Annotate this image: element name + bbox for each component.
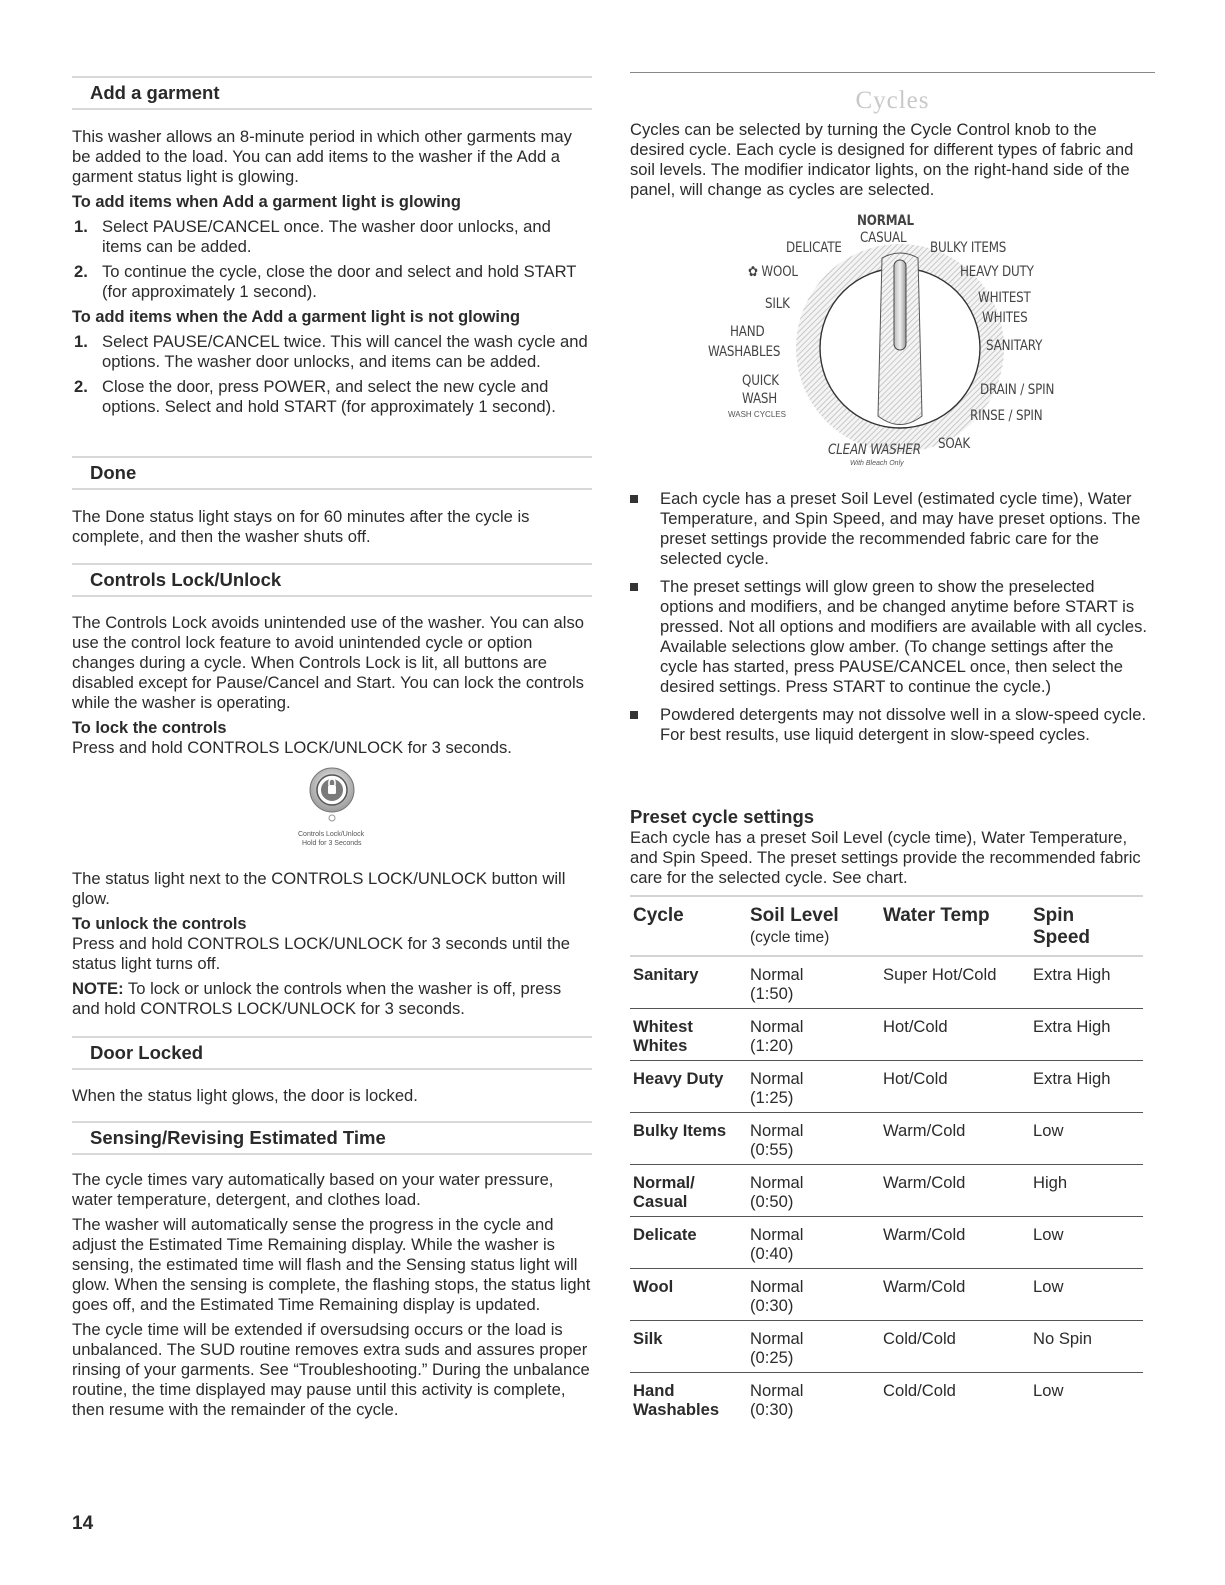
cell-cycle-line1: Sanitary <box>633 965 699 984</box>
lock-button-icon <box>307 765 357 825</box>
dial-bleach-only: With Bleach Only <box>850 460 904 467</box>
cell-spin: Extra High <box>1033 1069 1111 1088</box>
cell-cycle <box>633 1121 751 1140</box>
cycle-dial-figure <box>630 208 1155 478</box>
cycle-bullets-block <box>630 489 1150 753</box>
cycle-bullets <box>630 489 1150 745</box>
table-row <box>630 1217 1143 1269</box>
step-text: To continue the cycle, close the door and select and hold START (for approximately 1 second). <box>102 262 577 301</box>
cell-soil-level: Normal <box>750 1277 804 1296</box>
step-item <box>72 332 592 372</box>
step-number: 1. <box>74 217 88 236</box>
cell-cycle-line2: Whites <box>633 1036 688 1055</box>
bullet-text: Each cycle has a preset Soil Level (estimated cycle time), Water Temperature, and Spin Speed, and may have preset options. The preset settings provide the recommended fabric care for the selected cycle. <box>660 489 1141 568</box>
cell-soil <box>750 1121 880 1159</box>
steps-list-2 <box>72 332 592 417</box>
cell-spin: Low <box>1033 1121 1064 1140</box>
cell-cycle-time: (0:30) <box>750 1400 794 1419</box>
table-row <box>630 957 1143 1009</box>
cell-cycle <box>633 1225 751 1244</box>
add-garment-intro: This washer allows an 8-minute period in which other garments may be added to the load. You can add items to the washer if the Add a garment status light is glowing. <box>72 127 572 186</box>
cell-spin: Low <box>1033 1277 1064 1296</box>
section-title: Controls Lock/Unlock <box>90 569 282 590</box>
bullet-text: The preset settings will glow green to show the preselected options and modifiers, and be changed anytime before START is pressed. Not all options and modifiers are available with all cycles. Available selections glow amber. (To change settings after the cycle has started, press PAUSE/CANCEL once, then select the desired settings. Press START to continue the cycle.) <box>660 577 1147 696</box>
cell-soil <box>750 1225 880 1263</box>
cell-spin: Low <box>1033 1381 1064 1400</box>
dial-normal: NORMAL <box>857 213 914 229</box>
cell-cycle <box>633 1069 751 1088</box>
unlock-sub: To unlock the controls <box>72 915 247 933</box>
add-garment-sub2: To add items when the Add a garment light is not glowing <box>72 308 521 326</box>
cycles-title: Cycles <box>855 87 930 114</box>
dial-wool: ✿ WOOL <box>748 264 798 280</box>
cell-spin: No Spin <box>1033 1329 1093 1348</box>
cell-temp: Warm/Cold <box>883 1173 966 1192</box>
table-row <box>630 1009 1143 1061</box>
note-label: NOTE: <box>72 979 124 998</box>
bullet-square-icon <box>630 495 638 503</box>
cell-temp: Super Hot/Cold <box>883 965 997 984</box>
cell-soil <box>750 965 880 1003</box>
section-header-door-locked <box>72 1036 592 1070</box>
cell-temp: Warm/Cold <box>883 1121 966 1140</box>
table-row <box>630 1269 1143 1321</box>
cell-cycle <box>633 1277 751 1296</box>
table-header <box>630 895 1143 957</box>
dial-whitest: WHITEST <box>978 290 1031 306</box>
page-number: 14 <box>72 1513 94 1534</box>
cell-soil-level: Normal <box>750 1069 804 1088</box>
cell-cycle <box>633 1329 751 1348</box>
dial-whites: WHITES <box>982 310 1028 326</box>
door-locked-text: When the status light glows, the door is locked. <box>72 1086 418 1105</box>
bullet-item <box>630 705 1150 745</box>
cell-cycle-time: (0:30) <box>750 1296 794 1315</box>
dial-wool-text: WOOL <box>761 264 798 280</box>
preset-block <box>630 806 1155 888</box>
dial-quick: QUICK <box>742 373 779 389</box>
sensing-body <box>72 1170 592 1420</box>
lock-sub: To lock the controls <box>72 719 227 737</box>
table-row <box>630 1165 1143 1217</box>
cell-cycle-time: (0:55) <box>750 1140 794 1159</box>
status-text: The status light next to the CONTROLS LOCK/UNLOCK button will glow. <box>72 869 566 908</box>
cell-soil <box>750 1381 880 1419</box>
section-title: Done <box>90 462 137 483</box>
bullet-item <box>630 489 1150 569</box>
header-spin-2: Speed <box>1033 927 1091 948</box>
cell-cycle-line1: Silk <box>633 1329 663 1348</box>
cycles-intro-block <box>630 120 1155 200</box>
header-cycle: Cycle <box>633 905 684 926</box>
table-row <box>630 1113 1143 1165</box>
add-garment-sub1: To add items when Add a garment light is glowing <box>72 193 461 211</box>
preset-title: Preset cycle settings <box>630 806 815 827</box>
lock-text: Press and hold CONTROLS LOCK/UNLOCK for 3 seconds. <box>72 738 512 757</box>
cell-soil-level: Normal <box>750 1173 804 1192</box>
controls-lock-button-figure <box>72 765 592 855</box>
cell-cycle-time: (1:20) <box>750 1036 794 1055</box>
door-locked-body <box>72 1086 592 1106</box>
header-soil-sub: (cycle time) <box>750 929 830 946</box>
step-item <box>72 377 592 417</box>
done-text: The Done status light stays on for 60 minutes after the cycle is complete, and then the washer shuts off. <box>72 507 530 546</box>
add-garment-body <box>72 127 592 422</box>
done-body <box>72 507 592 547</box>
cell-cycle-line1: Whitest <box>633 1017 693 1036</box>
step-number: 2. <box>74 262 88 281</box>
section-title: Sensing/Revising Estimated Time <box>90 1127 386 1148</box>
section-title: Door Locked <box>90 1042 204 1063</box>
table-row <box>630 1061 1143 1113</box>
cell-temp: Warm/Cold <box>883 1277 966 1296</box>
table-body <box>630 957 1143 1424</box>
section-header-sensing <box>72 1121 592 1155</box>
sensing-p3: The cycle time will be extended if oversudsing occurs or the load is unbalanced. The SUD routine removes extra suds and assures proper rinsing of your garments. See “Troubleshooting.” During the unbalance routine, the time displayed may pause until this activity is complete, then resume with the remainder of the cycle. <box>72 1320 590 1419</box>
preset-cycle-table <box>630 895 1143 1424</box>
cell-temp: Warm/Cold <box>883 1225 966 1244</box>
dial-silk: SILK <box>765 296 790 312</box>
section-header-done <box>72 456 592 490</box>
step-text: Close the door, press POWER, and select the new cycle and options. Select and hold START (for approximately 1 second). <box>102 377 556 416</box>
cell-cycle-line1: Bulky Items <box>633 1121 727 1140</box>
cell-soil <box>750 1069 880 1107</box>
dial-rinse: RINSE / SPIN <box>970 408 1043 424</box>
step-text: Select PAUSE/CANCEL once. The washer door unlocks, and items can be added. <box>102 217 551 256</box>
bullet-square-icon <box>630 711 638 719</box>
cell-cycle-line1: Wool <box>633 1277 674 1296</box>
cell-soil-level: Normal <box>750 1381 804 1400</box>
dial-hand: HAND <box>730 324 765 340</box>
controls-lock-text: The Controls Lock avoids unintended use of the washer. You can also use the control lock feature to avoid unintended cycle or option changes during a cycle. When Controls Lock is lit, all buttons are disabled except for Pause/Cancel and Start. You can lock the controls while the washer is operating. <box>72 613 584 712</box>
cell-temp: Cold/Cold <box>883 1381 956 1400</box>
cell-soil-level: Normal <box>750 1329 804 1348</box>
step-number: 1. <box>74 332 88 351</box>
dial-wash: WASH <box>742 391 778 407</box>
cell-cycle-time: (0:50) <box>750 1192 794 1211</box>
dial-soak: SOAK <box>938 436 970 452</box>
dial-clean-washer: CLEAN WASHER <box>828 442 921 458</box>
section-header-controls-lock <box>72 563 592 597</box>
controls-lock-body <box>72 613 592 758</box>
cell-cycle-line1: Delicate <box>633 1225 697 1244</box>
steps-list-1 <box>72 217 592 302</box>
cell-soil <box>750 1329 880 1367</box>
cell-cycle-time: (1:25) <box>750 1088 794 1107</box>
step-number: 2. <box>74 377 88 396</box>
cell-spin: Extra High <box>1033 1017 1111 1036</box>
cell-soil-level: Normal <box>750 1121 804 1140</box>
header-temp: Water Temp <box>883 905 990 926</box>
dial-sanitary: SANITARY <box>986 338 1043 354</box>
step-text: Select PAUSE/CANCEL twice. This will cancel the wash cycle and options. The washer door unlocks, and items can be added. <box>102 332 588 371</box>
cell-cycle <box>633 1017 751 1055</box>
button-caption-2: Hold for 3 Seconds <box>302 840 362 847</box>
cell-cycle <box>633 1381 751 1419</box>
table-row <box>630 1321 1143 1373</box>
bullet-item <box>630 577 1150 697</box>
cell-temp: Hot/Cold <box>883 1017 948 1036</box>
bullet-square-icon <box>630 583 638 591</box>
cell-soil-level: Normal <box>750 1017 804 1036</box>
cell-cycle-time: (0:25) <box>750 1348 794 1367</box>
unlock-text: Press and hold CONTROLS LOCK/UNLOCK for 3 seconds until the status light turns off. <box>72 934 571 973</box>
dial-drain: DRAIN / SPIN <box>980 382 1055 398</box>
dial-bulky: BULKY ITEMS <box>930 240 1007 256</box>
sensing-p1: The cycle times vary automatically based on your water pressure, water temperature, detergent, and clothes load. <box>72 1170 554 1209</box>
cell-cycle-line1: Heavy Duty <box>633 1069 724 1088</box>
dial-heavy: HEAVY DUTY <box>960 264 1034 280</box>
section-header-add-garment <box>72 76 592 110</box>
cell-cycle <box>633 1173 751 1211</box>
dial-wash-cycles: WASH CYCLES <box>728 410 786 419</box>
section-title: Add a garment <box>90 82 220 103</box>
cell-cycle-line2: Casual <box>633 1192 688 1211</box>
cell-cycle-line1: Normal/ <box>633 1173 695 1192</box>
dial-washables: WASHABLES <box>708 344 781 360</box>
header-spin-1: Spin <box>1033 905 1075 926</box>
cell-cycle-line2: Washables <box>633 1400 720 1419</box>
cell-cycle <box>633 965 751 984</box>
dial-casual: CASUAL <box>860 230 907 246</box>
cell-temp: Hot/Cold <box>883 1069 948 1088</box>
step-item <box>72 217 592 257</box>
header-soil: Soil Level <box>750 905 839 926</box>
bullet-text: Powdered detergents may not dissolve well in a slow-speed cycle. For best results, use liquid detergent in slow-speed cycles. <box>660 705 1147 744</box>
sensing-p2: The washer will automatically sense the progress in the cycle and adjust the Estimated Time Remaining display. While the washer is sensing, the estimated time will flash and the Sensing status light will glow. When the sensing is complete, the flashing stops, the status light goes off, and the Estimated Time Remaining display is updated. <box>72 1215 591 1314</box>
cell-soil-level: Normal <box>750 965 804 984</box>
cell-soil <box>750 1173 880 1211</box>
cycles-intro: Cycles can be selected by turning the Cycle Control knob to the desired cycle. Each cycle is designed for different types of fabric and soil levels. The modifier indicator lights, on the right-hand side of the panel, will change as cycles are selected. <box>630 120 1134 199</box>
preset-text: Each cycle has a preset Soil Level (cycle time), Water Temperature, and Spin Speed. The preset settings provide the recommended fabric care for the selected cycle. See chart. <box>630 828 1141 887</box>
cell-spin: Low <box>1033 1225 1064 1244</box>
cell-cycle-line1: Hand <box>633 1381 675 1400</box>
header-spin <box>1033 905 1090 949</box>
step-item <box>72 262 592 302</box>
cell-soil <box>750 1017 880 1055</box>
cell-spin: High <box>1033 1173 1068 1192</box>
cell-temp: Cold/Cold <box>883 1329 956 1348</box>
top-rule <box>630 72 1155 73</box>
cell-cycle-time: (0:40) <box>750 1244 794 1263</box>
cell-soil <box>750 1277 880 1315</box>
cell-soil-level: Normal <box>750 1225 804 1244</box>
note <box>72 979 592 1019</box>
button-caption-1: Controls Lock/Unlock <box>298 831 365 838</box>
cell-spin: Extra High <box>1033 965 1111 984</box>
controls-lock-body-2 <box>72 869 592 1019</box>
dial-delicate: DELICATE <box>786 240 842 256</box>
table-row <box>630 1373 1143 1424</box>
note-text: To lock or unlock the controls when the washer is off, press and hold CONTROLS LOCK/UNLOCK for 3 seconds. <box>72 979 562 1018</box>
cell-cycle-time: (1:50) <box>750 984 794 1003</box>
